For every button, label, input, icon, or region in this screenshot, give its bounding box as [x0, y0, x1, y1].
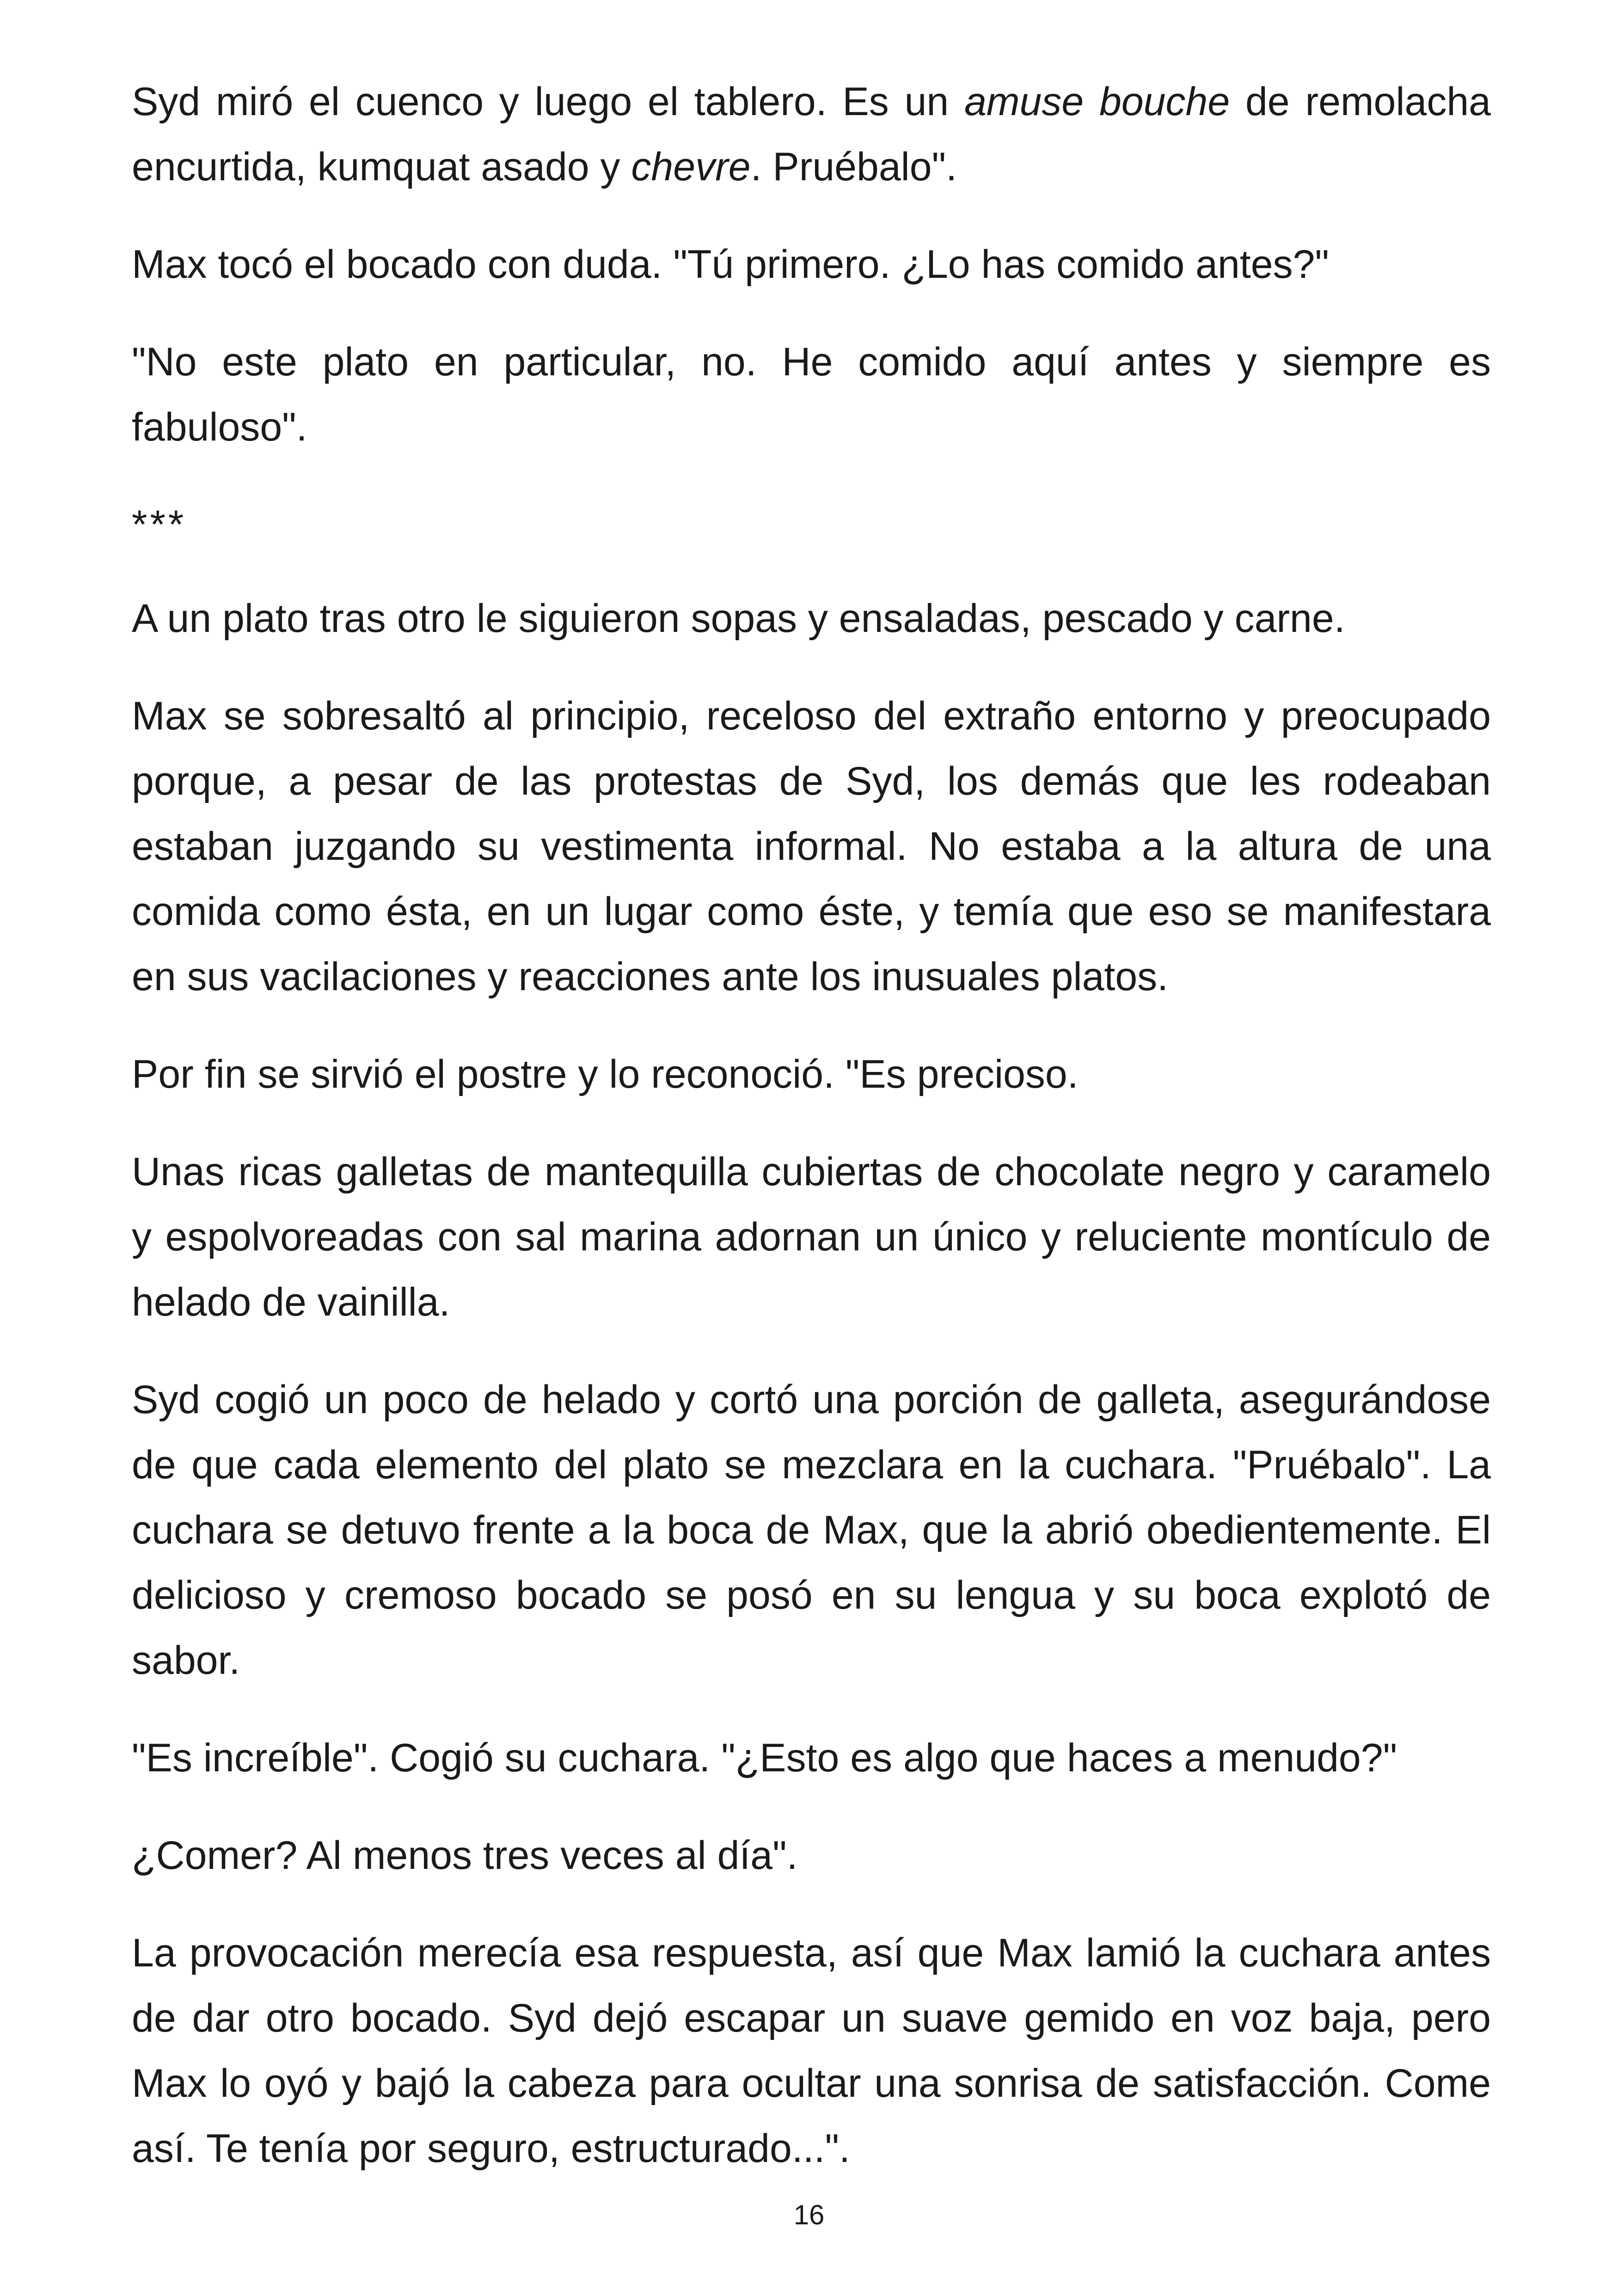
text-run: "Es increíble". Cogió su cuchara. "¿Esto es algo que haces a menudo?"	[132, 1736, 1397, 1780]
text-run: Max tocó el bocado con duda. "Tú primero. ¿Lo has comido antes?"	[132, 242, 1329, 287]
text-run: Syd cogió un poco de helado y cortó una porción de galleta, asegurándose de que cada elemento del plato se mezclara en la cuchara. "Pruébalo". La cuchara se detuvo frente a la boca de Max, que la abrió obedientemente. El delicioso y cremoso bocado se posó en su lengua y su boca explotó de sabor.	[132, 1378, 1491, 1683]
paragraph	[132, 586, 1491, 651]
text-run: Por fin se sirvió el postre y lo reconoció. "Es precioso.	[132, 1052, 1079, 1096]
text-run: Unas ricas galletas de mantequilla cubiertas de chocolate negro y caramelo y espolvoreadas con sal marina adornan un único y reluciente montículo de helado de vainilla.	[132, 1150, 1491, 1324]
italic-text-run: chevre	[631, 145, 751, 189]
paragraph	[132, 1823, 1491, 1888]
paragraph	[132, 1921, 1491, 2181]
document-body	[132, 69, 1491, 2214]
italic-text-run: amuse bouche	[964, 80, 1230, 124]
paragraph	[132, 69, 1491, 200]
text-run: A un plato tras otro le siguieron sopas y ensaladas, pescado y carne.	[132, 596, 1345, 641]
separator-text: ***	[132, 502, 187, 547]
page-number: 16	[793, 2199, 825, 2230]
text-run: La provocación merecía esa respuesta, así que Max lamió la cuchara antes de dar otro bocado. Syd dejó escapar un suave gemido en voz baja, pero Max lo oyó y bajó la cabeza para ocultar una sonrisa de satisfacción. Come así. Te tenía por seguro, estructurado...".	[132, 1931, 1491, 2171]
text-run: ¿Comer? Al menos tres veces al día".	[132, 1833, 798, 1878]
paragraph	[132, 1042, 1491, 1107]
paragraph	[132, 1726, 1491, 1791]
text-run: . Pruébalo".	[750, 145, 957, 189]
text-run: Max se sobresaltó al principio, receloso del extraño entorno y preocupado porque, a pesar de las protestas de Syd, los demás que les rodeaban estaban juzgando su vestimenta informal. No estaba a la altura de una comida como ésta, en un lugar como éste, y temía que eso se manifestara en sus vacilaciones y reacciones ante los inusuales platos.	[132, 694, 1491, 999]
paragraph	[132, 232, 1491, 297]
text-run: "No este plato en particular, no. He comido aquí antes y siempre es fabuloso".	[132, 340, 1491, 449]
paragraph	[132, 1139, 1491, 1335]
paragraph	[132, 330, 1491, 460]
paragraph	[132, 684, 1491, 1010]
paragraph	[132, 1367, 1491, 1693]
text-run: Syd miró el cuenco y luego el tablero. Es un	[132, 80, 965, 124]
scene-separator	[132, 492, 1491, 557]
text-run: de remolacha encurtida, kumquat asado y	[132, 80, 1491, 189]
